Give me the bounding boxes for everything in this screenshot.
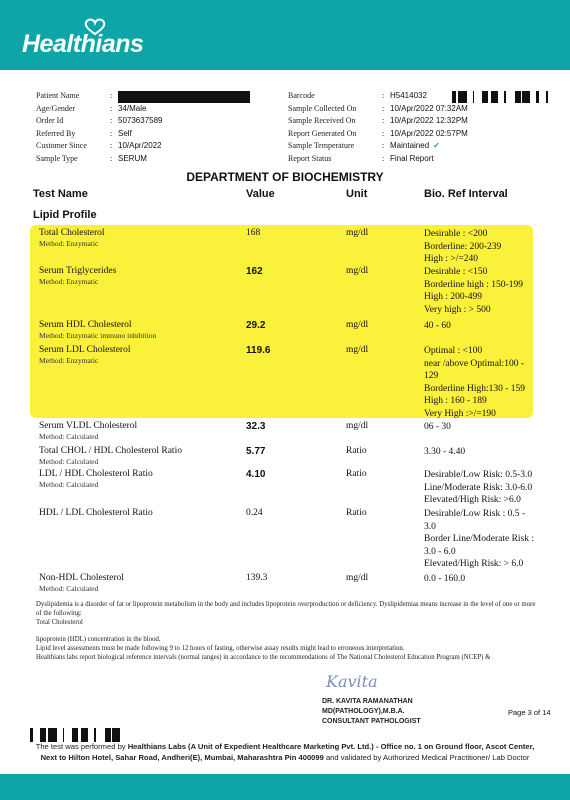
test-name: Serum HDL Cholesterol: [39, 320, 132, 330]
barcode-label: Barcode: [288, 91, 315, 100]
department-title: DEPARTMENT OF BIOCHEMISTRY: [186, 170, 384, 184]
page-number: Page 3 of 14: [508, 708, 551, 717]
test-unit: Ratio: [346, 446, 367, 456]
test-method: Method: Enzymatic: [39, 277, 99, 286]
order-id-value: 5073637589: [118, 116, 163, 125]
test-name: Non-HDL Cholesterol: [39, 573, 124, 583]
column-test-name: Test Name: [33, 188, 88, 200]
test-value: 29.2: [246, 320, 266, 331]
received-on-label: Sample Received On: [288, 116, 356, 125]
sample-type-label: Sample Type: [36, 153, 78, 163]
customer-since-value: 10/Apr/2022: [118, 141, 162, 150]
note-dyslipidemia: Dyslipidemia is a disorder of fat or lipoprotein metabolism in the body and includes lipoprotein overproduction or deficiency. Dyslipidemias means increase in the level of one or more of the following:: [36, 601, 536, 617]
redacted-patient-name: [118, 91, 250, 103]
temperature-label: Sample Temperature: [288, 141, 355, 150]
test-value: 168: [246, 228, 261, 238]
note-hdl: lipoprotein (HDL) concentration in the blood.: [36, 636, 161, 643]
test-name: Serum LDL Cholesterol: [39, 345, 131, 355]
ref-line: Desirable : <150: [424, 267, 488, 277]
checkmark-icon: ✓: [433, 141, 440, 150]
generated-on-label: Report Generated On: [288, 128, 357, 138]
test-ref-interval: [424, 573, 544, 586]
ref-line: Line/Moderate Risk: 3.0-6.0: [424, 482, 533, 493]
ref-line: Elevated/High Risk: > 6.0: [424, 559, 524, 569]
report-status-label: Report Status: [288, 153, 332, 163]
test-value: 162: [246, 266, 263, 277]
ref-line: near /above Optimal:100 -: [424, 358, 524, 369]
test-method: Method: Enzymatic immuno inhibition: [39, 331, 157, 340]
ref-line: 0.0 - 160.0: [424, 574, 466, 584]
ref-line: Very high : > 500: [424, 304, 491, 315]
note-ncep: Healthians labs report biological reference intervals (normal ranges) in accordance to the recommendations of The National Cholesterol Education Program (NCEP) &: [36, 654, 491, 661]
ref-line: Borderline: 200-239: [424, 241, 502, 252]
column-ref-interval: Bio. Ref Interval: [424, 188, 508, 200]
ref-line: Optimal : <100: [424, 346, 483, 356]
test-ref-interval: [424, 266, 544, 316]
test-ref-interval: [424, 469, 544, 507]
footer-validation: and validated by Authorized Medical Practitioner/ Lab Doctor: [323, 753, 530, 762]
barcode-footer-image: [30, 728, 120, 742]
signatory-name: DR. KAVITA RAMANATHAN: [322, 698, 413, 705]
column-value: Value: [246, 188, 275, 200]
ref-line: Very High :>/=190: [424, 408, 496, 419]
barcode-value: H5414032: [390, 91, 427, 100]
sample-details: Barcode : H5414032 Sample Collected On : 10/Apr/2022 07:32AM Sample Received On : 10/Apr/2022 12:32PM Report Generated On : 10/Apr/2022 02:57PM Sample Temperature : Maintained ✓ Report Status : Final Report: [288, 90, 468, 165]
note-total-cholesterol: Total Cholesterol: [36, 619, 83, 626]
ref-line: Borderline high : 150-199: [424, 279, 523, 290]
ref-line: 129: [424, 371, 439, 381]
barcode-image: [452, 91, 548, 103]
report-status-value: Final Report: [390, 153, 434, 163]
collected-on-label: Sample Collected On: [288, 103, 357, 113]
age-gender-label: Age/Gender: [36, 103, 76, 113]
test-ref-interval: [424, 421, 544, 434]
ref-line: Borderline High:130 - 159: [424, 383, 526, 394]
note-fasting: Lipid level assessments must be made following 9 to 12 hours of fasting, otherwise assay results might lead to erroneous interpretation.: [36, 645, 405, 652]
age-gender-value: 34/Male: [118, 103, 147, 113]
ref-line: Elevated/High Risk: >6.0: [424, 495, 521, 505]
test-unit: mg/dl: [346, 345, 369, 355]
referred-by-value: Self: [118, 128, 132, 138]
test-unit: Ratio: [346, 508, 367, 518]
ref-line: Desirable/Low Risk: 0.5-3.0: [424, 470, 533, 480]
test-unit: mg/dl: [346, 421, 369, 431]
test-unit: mg/dl: [346, 320, 369, 330]
test-value: 139.3: [246, 573, 268, 583]
test-name: Total Cholesterol: [39, 228, 105, 238]
order-id-label: Order Id: [36, 116, 64, 125]
footer-band: [0, 774, 570, 800]
test-unit: Ratio: [346, 469, 367, 479]
ref-line: 3.0 - 6.0: [424, 546, 456, 557]
footer-lab-address: Healthians Labs (A Unit of Expedient Healthcare Marketing Pvt. Ltd.) - Office no. 1 on Ground floor, Ascot Center,: [127, 742, 535, 751]
signatory-qualifications: MD(PATHOLOGY),M.B.A.: [322, 708, 405, 715]
patient-details: Patient Name : Age/Gender : 34/Male Order Id : 5073637589 Referred By : Self Customer Since : 10/Apr/2022 Sample Type : SERUM: [36, 90, 163, 165]
signature-script: Kavita: [326, 672, 378, 691]
test-ref-interval: [424, 345, 544, 420]
test-value: 0.24: [246, 508, 263, 518]
test-value: 119.6: [246, 345, 271, 356]
test-method: Method: Calculated: [39, 480, 99, 489]
test-method: Method: Calculated: [39, 584, 99, 593]
test-value: 32.3: [246, 421, 266, 432]
footer-lab-address-2: Next to Hilton Hotel, Sahar Road, Andheri(E), Mumbai, Maharashtra Pin 400099: [40, 753, 324, 762]
sample-type-value: SERUM: [118, 153, 147, 163]
test-value: 4.10: [246, 469, 266, 480]
generated-on-value: 10/Apr/2022 02:57PM: [390, 128, 468, 138]
received-on-value: 10/Apr/2022 12:32PM: [390, 116, 468, 125]
ref-line: High : 160 - 189: [424, 396, 487, 406]
test-name: Serum Triglycerides: [39, 266, 117, 276]
ref-line: 3.30 - 4.40: [424, 447, 466, 457]
test-unit: mg/dl: [346, 228, 369, 238]
test-method: Method: Calculated: [39, 457, 99, 466]
ref-line: Desirable : <200: [424, 229, 488, 239]
test-value: 5.77: [246, 446, 266, 457]
signatory-block: [322, 697, 421, 727]
brand-logo: Healthians: [22, 30, 144, 58]
test-name: Total CHOL / HDL Cholesterol Ratio: [39, 446, 182, 456]
test-name: LDL / HDL Cholesterol Ratio: [39, 469, 153, 479]
test-ref-interval: [424, 320, 544, 333]
customer-since-label: Customer Since: [36, 141, 87, 150]
test-unit: mg/dl: [346, 573, 369, 583]
ref-line: High : >/=240: [424, 254, 478, 264]
signature-image: [322, 667, 382, 695]
test-method: Method: Calculated: [39, 432, 99, 441]
footer-disclaimer: [0, 741, 570, 763]
patient-name-label: Patient Name: [36, 91, 80, 100]
ref-line: Border Line/Moderate Risk :: [424, 534, 535, 544]
test-name: HDL / LDL Cholesterol Ratio: [39, 508, 153, 518]
ref-line: Desirable/Low Risk : 0.5 -: [424, 509, 526, 519]
test-unit: mg/dl: [346, 266, 369, 276]
section-title: Lipid Profile: [33, 209, 97, 221]
heart-logo-icon: [82, 18, 108, 36]
test-ref-interval: [424, 446, 544, 459]
test-ref-interval: [424, 228, 544, 266]
collected-on-value: 10/Apr/2022 07:32AM: [390, 103, 468, 113]
temperature-value: Maintained: [390, 141, 430, 150]
referred-by-label: Referred By: [36, 128, 76, 138]
test-name: Serum VLDL Cholesterol: [39, 421, 138, 431]
ref-line: 06 - 30: [424, 422, 451, 432]
test-method: Method: Enzymatic: [39, 239, 99, 248]
ref-line: 3.0: [424, 521, 436, 532]
signatory-title: CONSULTANT PATHOLOGIST: [322, 718, 421, 725]
footer-line1-prefix: The test was performed by: [35, 742, 128, 751]
ref-line: 40 - 60: [424, 321, 451, 331]
column-unit: Unit: [346, 188, 368, 200]
test-method: Method: Enzymatic: [39, 356, 99, 365]
test-ref-interval: [424, 508, 544, 571]
ref-line: High : 200-499: [424, 292, 483, 302]
